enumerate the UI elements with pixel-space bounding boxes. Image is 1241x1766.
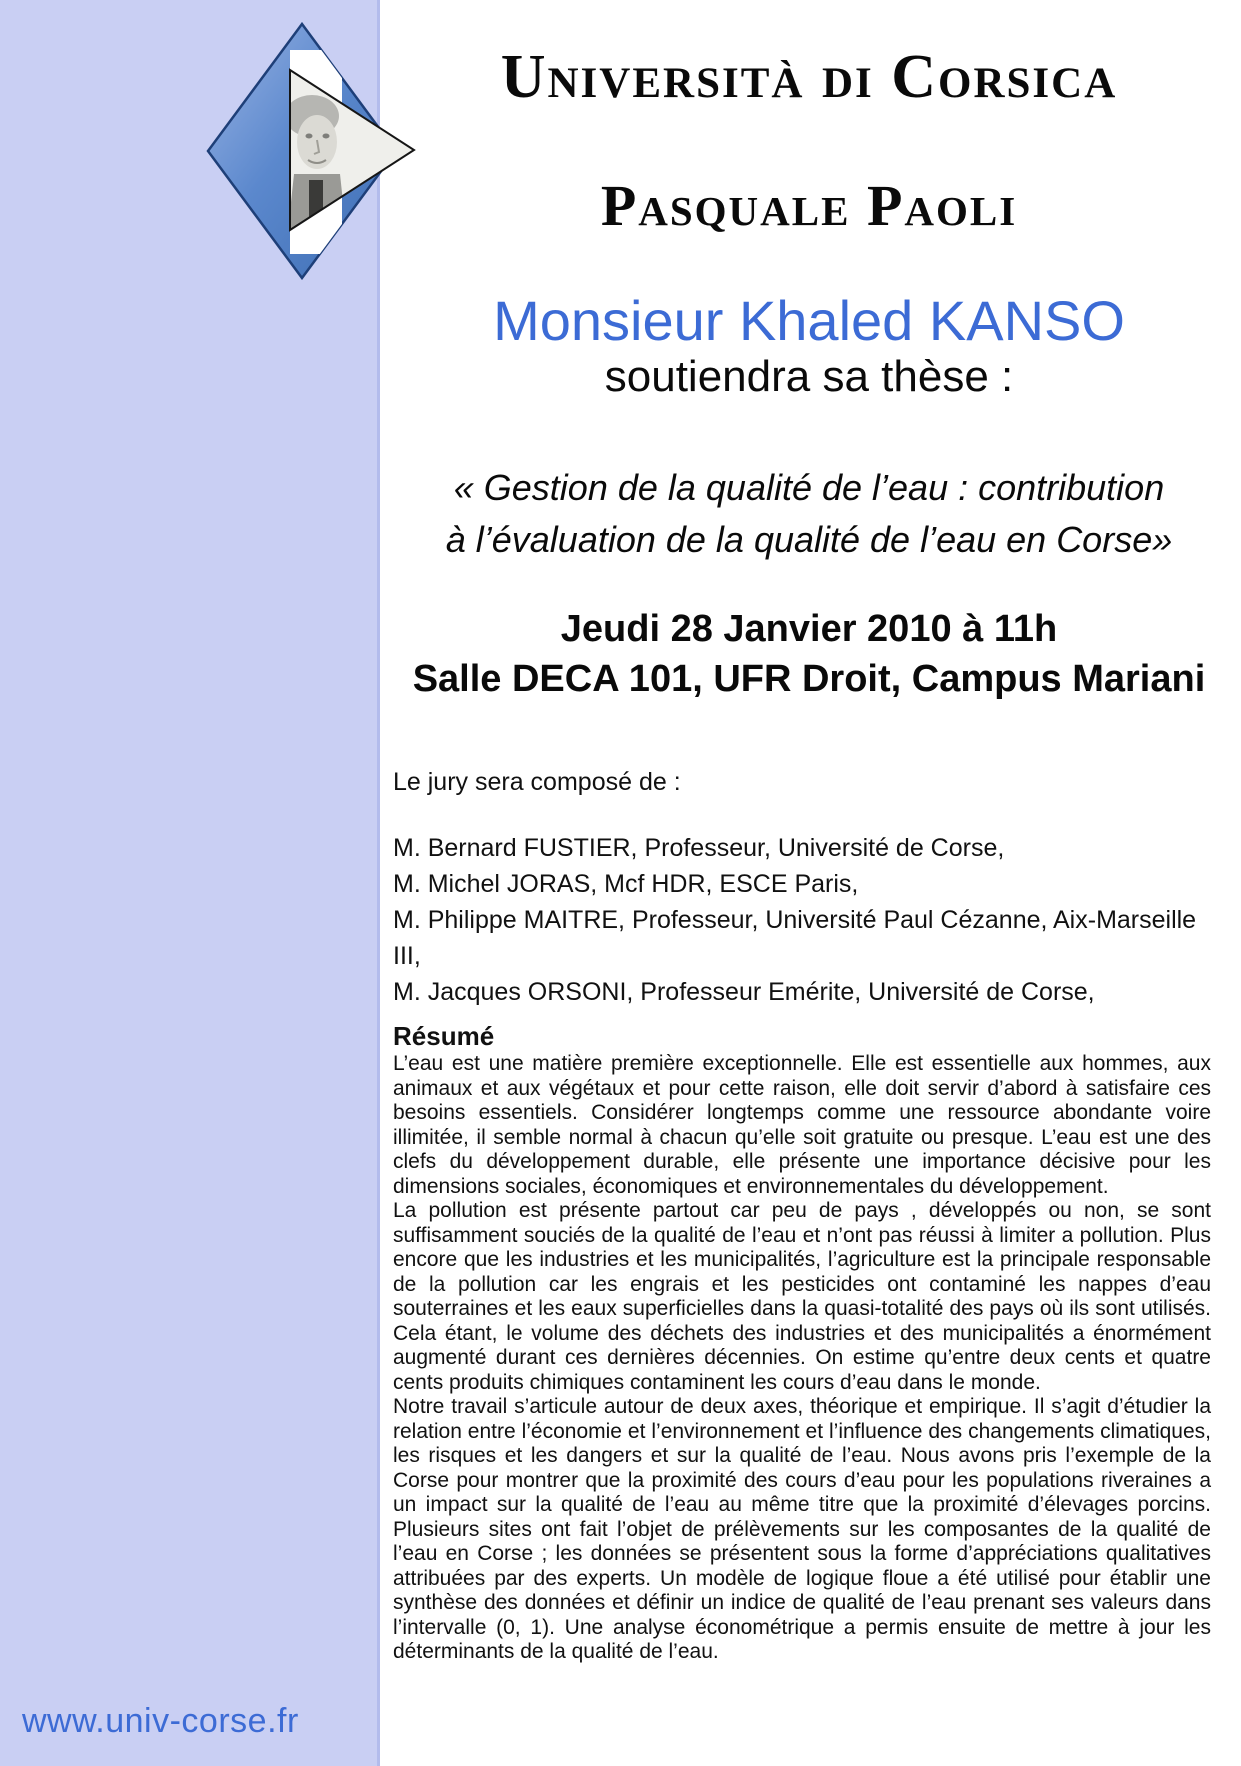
jury-intro: Le jury sera composé de :	[393, 768, 681, 796]
thesis-title-line2: à l’évaluation de la qualité de l’eau en Corse»	[445, 519, 1173, 560]
thesis-title-line1: « Gestion de la qualité de l’eau : contribution	[453, 467, 1165, 508]
abstract-paragraph: L’eau est une matière première exceptionnelle. Elle est essentielle aux hommes, aux animaux et aux végétaux et pour cette raison, elle doit servir d’abord à satisfaire ces besoins essentiels. Considérer longtemps comme une ressource abondante voire illimitée, il semble normal à chacun qu’elle soit gratuite ou presque. L’eau est une des clefs du développement durable, elle présente une importance décisive pour les dimensions sociales, économiques et environnementales du développement.	[393, 1052, 1211, 1198]
defense-datetime-location	[377, 604, 1241, 704]
defense-action-text: soutiendra sa thèse :	[604, 352, 1014, 401]
jury-list	[393, 830, 1211, 1010]
thesis-title	[377, 462, 1241, 566]
jury-member: M. Jacques ORSONI, Professeur Emérite, Université de Corse,	[393, 978, 1095, 1006]
abstract-section	[393, 1020, 1211, 1665]
university-name-line2: Pasquale Paoli	[600, 173, 1018, 238]
candidate-name: Monsieur Khaled KANSO	[493, 289, 1125, 352]
abstract-paragraph: Notre travail s’articule autour de deux axes, théorique et empirique. Il s’agit d’étudier la relation entre l’économie et l’environnement et l’influence des changements climatiques, les risques et les dangers et sur la qualité de l’eau. Nous avons pris l’exemple de la Corse pour montrer que la proximité des cours d’eau pour les populations riveraines a un impact sur la qualité de l’eau au même titre que la proximité d’élevages porcins. Plusieurs sites ont fait l’objet de prélèvements sur les composantes de la qualité de l’eau en Corse ; les données se présentent sous la forme d’appréciations qualitatives attribuées par des experts. Un modèle de logique floue a été utilisé pour établir une synthèse des données et définir un indice de qualité de l’eau prenant ses valeurs dans l’intervalle (0, 1). Une analyse économétrique a permis ensuite de mettre à jour les déterminants de la qualité de l’eau.	[393, 1395, 1211, 1663]
university-website-url: www.univ-corse.fr	[22, 1702, 299, 1740]
poster-content	[377, 0, 1241, 1766]
defense-location: Salle DECA 101, UFR Droit, Campus Mariani	[412, 658, 1206, 700]
university-name-line1: Università di Corsica	[500, 43, 1118, 111]
jury-member: M. Bernard FUSTIER, Professeur, Université de Corse,	[393, 834, 1005, 862]
jury-member: M. Philippe MAITRE, Professeur, Université Paul Cézanne, Aix-Marseille III,	[393, 906, 1197, 970]
abstract-paragraph: La pollution est présente partout car peu de pays , développés ou non, se sont suffisamment souciés de la qualité de l’eau et n’ont pas réussi à limiter a pollution. Plus encore que les industries et les municipalités, l’agriculture est la principale responsable de la pollution car les engrais et les pesticides ont contaminé les nappes d’eau souterraines et les eaux superficielles dans la quasi-totalité des pays où ils sont utilisés. Cela étant, le volume des déchets des industries et des municipalités a énormément augmenté durant ces dernières décennies. On estime qu’entre deux cents et quatre cents produits chimiques contaminent les cours d’eau dans le monde.	[393, 1199, 1211, 1394]
jury-member: M. Michel JORAS, Mcf HDR, ESCE Paris,	[393, 870, 859, 898]
abstract-heading: Résumé	[393, 1021, 495, 1051]
defense-date: Jeudi 28 Janvier 2010 à 11h	[560, 608, 1058, 650]
